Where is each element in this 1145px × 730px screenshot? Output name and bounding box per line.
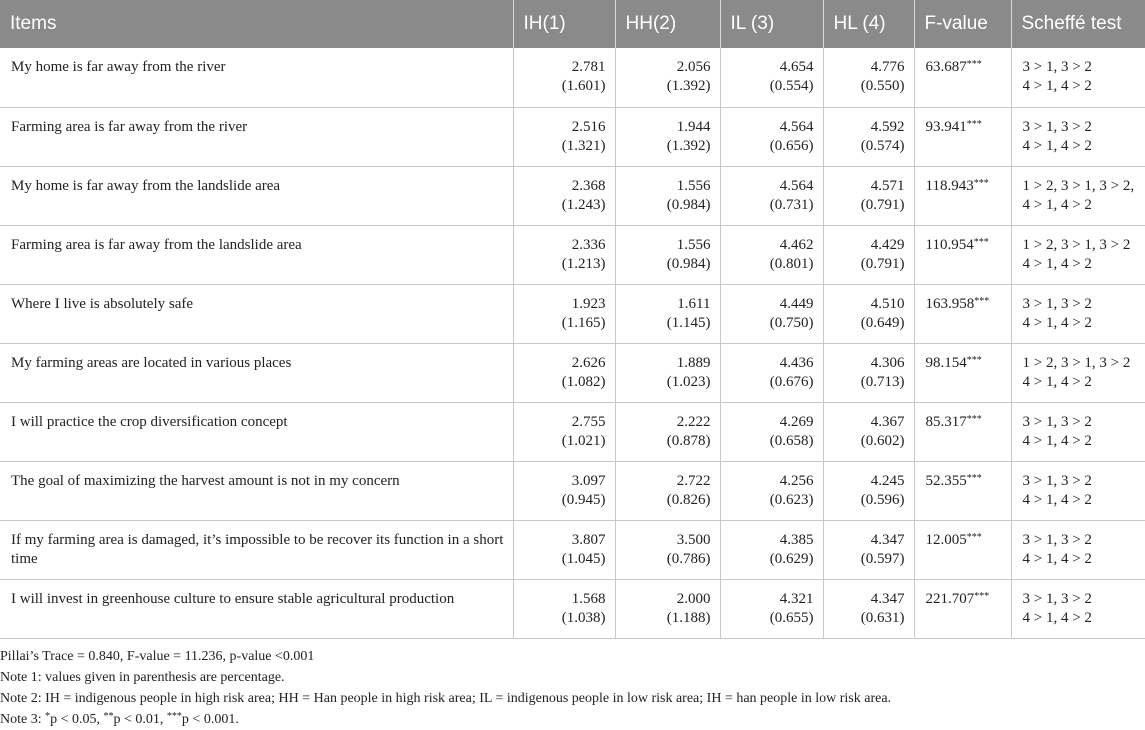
hh-cell — [615, 520, 720, 579]
il-sd: (0.676) — [769, 373, 814, 390]
hh-mean: 1.556 — [676, 177, 711, 194]
hh-sd: (1.392) — [666, 78, 711, 94]
il-cell — [720, 520, 823, 579]
hh-sd: (1.392) — [666, 137, 711, 154]
scheffe-line: 3 > 1, 3 > 2 — [1022, 472, 1092, 489]
hl-sd: (0.649) — [860, 314, 905, 331]
hh-cell — [615, 284, 720, 343]
scheffe-line: 4 > 1, 4 > 2 — [1022, 78, 1092, 94]
ih-sd: (1.082) — [561, 373, 606, 390]
hh-mean: 1.944 — [676, 118, 711, 135]
table-row — [0, 461, 1145, 520]
f-value-cell: 98.154*** — [914, 343, 1011, 402]
scheffe-cell — [1011, 402, 1145, 461]
il-sd: (0.656) — [769, 137, 814, 154]
scheffe-line: 3 > 1, 3 > 2 — [1022, 590, 1092, 607]
f-value-cell: 85.317*** — [914, 402, 1011, 461]
hh-sd: (0.786) — [666, 550, 711, 567]
scheffe-line: 3 > 1, 3 > 2 — [1022, 59, 1092, 75]
hh-cell — [615, 166, 720, 225]
scheffe-cell — [1011, 284, 1145, 343]
scheffe-line: 4 > 1, 4 > 2 — [1022, 255, 1092, 272]
ih-sd: (1.038) — [561, 609, 606, 626]
ih-sd: (1.021) — [561, 432, 606, 449]
table-row — [0, 166, 1145, 225]
hl-sd: (0.597) — [860, 550, 905, 567]
hl-mean: 4.347 — [870, 531, 905, 548]
f-value-cell: 12.005*** — [914, 520, 1011, 579]
hh-sd: (0.826) — [666, 491, 711, 508]
hh-sd: (0.984) — [666, 196, 711, 213]
il-sd: (0.629) — [769, 550, 814, 567]
hl-cell — [823, 461, 914, 520]
hl-mean: 4.347 — [870, 590, 905, 607]
hl-cell — [823, 225, 914, 284]
scheffe-cell — [1011, 225, 1145, 284]
scheffe-line: 3 > 1, 3 > 2 — [1022, 118, 1092, 135]
scheffe-line: 4 > 1, 4 > 2 — [1022, 550, 1092, 567]
hh-mean: 2.222 — [676, 413, 711, 430]
ih-sd: (1.045) — [561, 550, 606, 567]
il-mean: 4.654 — [779, 59, 814, 75]
hh-sd: (0.878) — [666, 432, 711, 449]
significance-marker: *** — [966, 354, 982, 366]
hh-cell — [615, 48, 720, 107]
hl-sd: (0.596) — [860, 491, 905, 508]
il-mean: 4.269 — [779, 413, 814, 430]
f-value-cell: 52.355*** — [914, 461, 1011, 520]
hh-mean: 2.722 — [676, 472, 711, 489]
scheffe-line: 4 > 1, 4 > 2 — [1022, 314, 1092, 331]
hl-sd: (0.631) — [860, 609, 905, 626]
il-cell — [720, 579, 823, 638]
pillai-trace-note: Pillai’s Trace = 0.840, F-value = 11.236, p-value <0.001 — [0, 649, 315, 664]
scheffe-cell — [1011, 343, 1145, 402]
hh-cell — [615, 225, 720, 284]
hh-cell — [615, 343, 720, 402]
hl-sd: (0.550) — [860, 78, 905, 94]
scheffe-cell — [1011, 579, 1145, 638]
scheffe-cell — [1011, 107, 1145, 166]
ih-cell — [513, 107, 615, 166]
il-mean: 4.449 — [779, 295, 814, 312]
scheffe-cell — [1011, 166, 1145, 225]
il-cell — [720, 343, 823, 402]
hl-mean: 4.592 — [870, 118, 905, 135]
item-cell: Where I live is absolutely safe — [0, 284, 513, 343]
ih-cell — [513, 461, 615, 520]
f-value-cell: 63.687*** — [914, 48, 1011, 107]
hh-mean: 2.000 — [676, 590, 711, 607]
hh-cell — [615, 461, 720, 520]
item-cell: I will invest in greenhouse culture to ensure stable agricultural production — [0, 579, 513, 638]
scheffe-cell — [1011, 48, 1145, 107]
table-row — [0, 48, 1145, 107]
il-cell — [720, 166, 823, 225]
hl-mean: 4.429 — [870, 236, 905, 253]
il-sd: (0.750) — [769, 314, 814, 331]
il-cell — [720, 402, 823, 461]
table-row — [0, 284, 1145, 343]
hh-mean: 3.500 — [676, 531, 711, 548]
scheffe-line: 1 > 2, 3 > 1, 3 > 2 — [1022, 236, 1131, 253]
il-mean: 4.256 — [779, 472, 814, 489]
ih-cell — [513, 579, 615, 638]
il-mean: 4.564 — [779, 177, 814, 194]
ih-cell — [513, 520, 615, 579]
header-hh: HH(2) — [615, 0, 720, 48]
item-cell: My farming areas are located in various places — [0, 343, 513, 402]
hl-mean: 4.245 — [870, 472, 905, 489]
ih-sd: (1.601) — [561, 78, 606, 94]
table-row — [0, 225, 1145, 284]
ih-mean: 2.626 — [571, 354, 606, 371]
ih-cell — [513, 343, 615, 402]
f-value-cell: 163.958*** — [914, 284, 1011, 343]
il-sd: (0.655) — [769, 609, 814, 626]
item-cell: My home is far away from the river — [0, 48, 513, 107]
hh-mean: 2.056 — [676, 59, 711, 75]
il-cell — [720, 284, 823, 343]
hh-mean: 1.889 — [676, 354, 711, 371]
table-notes — [0, 646, 891, 730]
hl-mean: 4.510 — [870, 295, 905, 312]
significance-marker: *** — [973, 236, 989, 248]
scheffe-line: 4 > 1, 4 > 2 — [1022, 196, 1092, 213]
scheffe-line: 1 > 2, 3 > 1, 3 > 2, — [1022, 177, 1135, 194]
header-ih: IH(1) — [513, 0, 615, 48]
ih-mean: 2.516 — [571, 118, 606, 135]
ih-sd: (1.165) — [561, 314, 606, 331]
f-value-cell: 221.707*** — [914, 579, 1011, 638]
header-f-value: F-value — [914, 0, 1011, 48]
hl-cell — [823, 402, 914, 461]
il-mean: 4.321 — [779, 590, 814, 607]
hl-sd: (0.791) — [860, 196, 905, 213]
il-mean: 4.436 — [779, 354, 814, 371]
hl-cell — [823, 579, 914, 638]
scheffe-line: 4 > 1, 4 > 2 — [1022, 609, 1092, 626]
item-cell: I will practice the crop diversification concept — [0, 402, 513, 461]
hl-sd: (0.574) — [860, 137, 905, 154]
hh-mean: 1.556 — [676, 236, 711, 253]
table-row — [0, 579, 1145, 638]
hh-cell — [615, 107, 720, 166]
table-row — [0, 520, 1145, 579]
item-cell: The goal of maximizing the harvest amount is not in my concern — [0, 461, 513, 520]
il-cell — [720, 461, 823, 520]
item-cell: Farming area is far away from the landslide area — [0, 225, 513, 284]
hh-sd: (1.145) — [666, 314, 711, 331]
hl-mean: 4.776 — [870, 59, 905, 75]
hh-cell — [615, 579, 720, 638]
table-row — [0, 343, 1145, 402]
hl-cell — [823, 284, 914, 343]
significance-marker: *** — [966, 118, 982, 130]
significance-marker: *** — [966, 413, 982, 425]
header-il: IL (3) — [720, 0, 823, 48]
hl-sd: (0.713) — [860, 373, 905, 390]
ih-cell — [513, 402, 615, 461]
scheffe-line: 4 > 1, 4 > 2 — [1022, 491, 1092, 508]
f-value-cell: 93.941*** — [914, 107, 1011, 166]
ih-cell — [513, 166, 615, 225]
scheffe-line: 4 > 1, 4 > 2 — [1022, 432, 1092, 449]
il-sd: (0.554) — [769, 78, 814, 94]
hl-mean: 4.306 — [870, 354, 905, 371]
ih-mean: 2.368 — [571, 177, 606, 194]
table-row — [0, 402, 1145, 461]
ih-mean: 2.755 — [571, 413, 606, 430]
hl-cell — [823, 520, 914, 579]
significance-marker: *** — [974, 295, 990, 307]
hh-sd: (1.023) — [666, 373, 711, 390]
il-sd: (0.731) — [769, 196, 814, 213]
ih-mean: 1.923 — [571, 295, 606, 312]
hh-cell — [615, 402, 720, 461]
table-row — [0, 107, 1145, 166]
hh-sd: (1.188) — [666, 609, 711, 626]
hl-cell — [823, 48, 914, 107]
hh-mean: 1.611 — [677, 295, 711, 312]
hh-sd: (0.984) — [666, 255, 711, 272]
table-header-row — [0, 0, 1145, 48]
significance-marker: *** — [966, 531, 982, 543]
header-items: Items — [0, 0, 513, 48]
scheffe-cell — [1011, 461, 1145, 520]
il-mean: 4.564 — [779, 118, 814, 135]
scheffe-line: 4 > 1, 4 > 2 — [1022, 137, 1092, 154]
ih-sd: (1.321) — [561, 137, 606, 154]
item-cell: My home is far away from the landslide area — [0, 166, 513, 225]
hl-cell — [823, 166, 914, 225]
significance-marker: *** — [973, 177, 989, 189]
f-value-cell: 118.943*** — [914, 166, 1011, 225]
hl-sd: (0.602) — [860, 432, 905, 449]
hl-mean: 4.367 — [870, 413, 905, 430]
ih-mean: 2.336 — [571, 236, 606, 253]
scheffe-line: 1 > 2, 3 > 1, 3 > 2 — [1022, 354, 1131, 371]
header-hl: HL (4) — [823, 0, 914, 48]
il-mean: 4.462 — [779, 236, 814, 253]
significance-marker: *** — [966, 59, 982, 70]
note-2: Note 2: IH = indigenous people in high risk area; HH = Han people in high risk area; IL = indigenous people in low risk area; IH = han people in low risk area. — [0, 691, 892, 706]
hl-cell — [823, 343, 914, 402]
ih-sd: (1.213) — [561, 255, 606, 272]
note-3: Note 3: *p < 0.05, **p < 0.01, ***p < 0.001. — [0, 711, 239, 727]
il-sd: (0.801) — [769, 255, 814, 272]
ih-mean: 2.781 — [571, 59, 606, 75]
header-scheffe-test: Scheffé test — [1021, 13, 1122, 34]
ih-sd: (1.243) — [561, 196, 606, 213]
item-cell: If my farming area is damaged, it’s impossible to be recover its function in a short time — [0, 520, 513, 579]
ih-cell — [513, 284, 615, 343]
hl-sd: (0.791) — [860, 255, 905, 272]
note-1: Note 1: values given in parenthesis are percentage. — [0, 670, 285, 685]
hl-cell — [823, 107, 914, 166]
significance-marker: *** — [974, 590, 990, 602]
ih-cell — [513, 225, 615, 284]
ih-mean: 3.807 — [571, 531, 606, 548]
ih-mean: 3.097 — [571, 472, 606, 489]
il-cell — [720, 107, 823, 166]
scheffe-line: 3 > 1, 3 > 2 — [1022, 295, 1092, 312]
hl-mean: 4.571 — [870, 177, 905, 194]
ih-mean: 1.568 — [571, 590, 606, 607]
il-cell — [720, 48, 823, 107]
il-cell — [720, 225, 823, 284]
f-value-cell: 110.954*** — [914, 225, 1011, 284]
scheffe-cell — [1011, 520, 1145, 579]
ih-cell — [513, 48, 615, 107]
ih-sd: (0.945) — [561, 491, 606, 508]
il-mean: 4.385 — [779, 531, 814, 548]
scheffe-line: 3 > 1, 3 > 2 — [1022, 531, 1092, 548]
scheffe-line: 4 > 1, 4 > 2 — [1022, 373, 1092, 390]
il-sd: (0.623) — [769, 491, 814, 508]
il-sd: (0.658) — [769, 432, 814, 449]
item-cell: Farming area is far away from the river — [0, 107, 513, 166]
scheffe-line: 3 > 1, 3 > 2 — [1022, 413, 1092, 430]
significance-marker: *** — [966, 472, 982, 484]
